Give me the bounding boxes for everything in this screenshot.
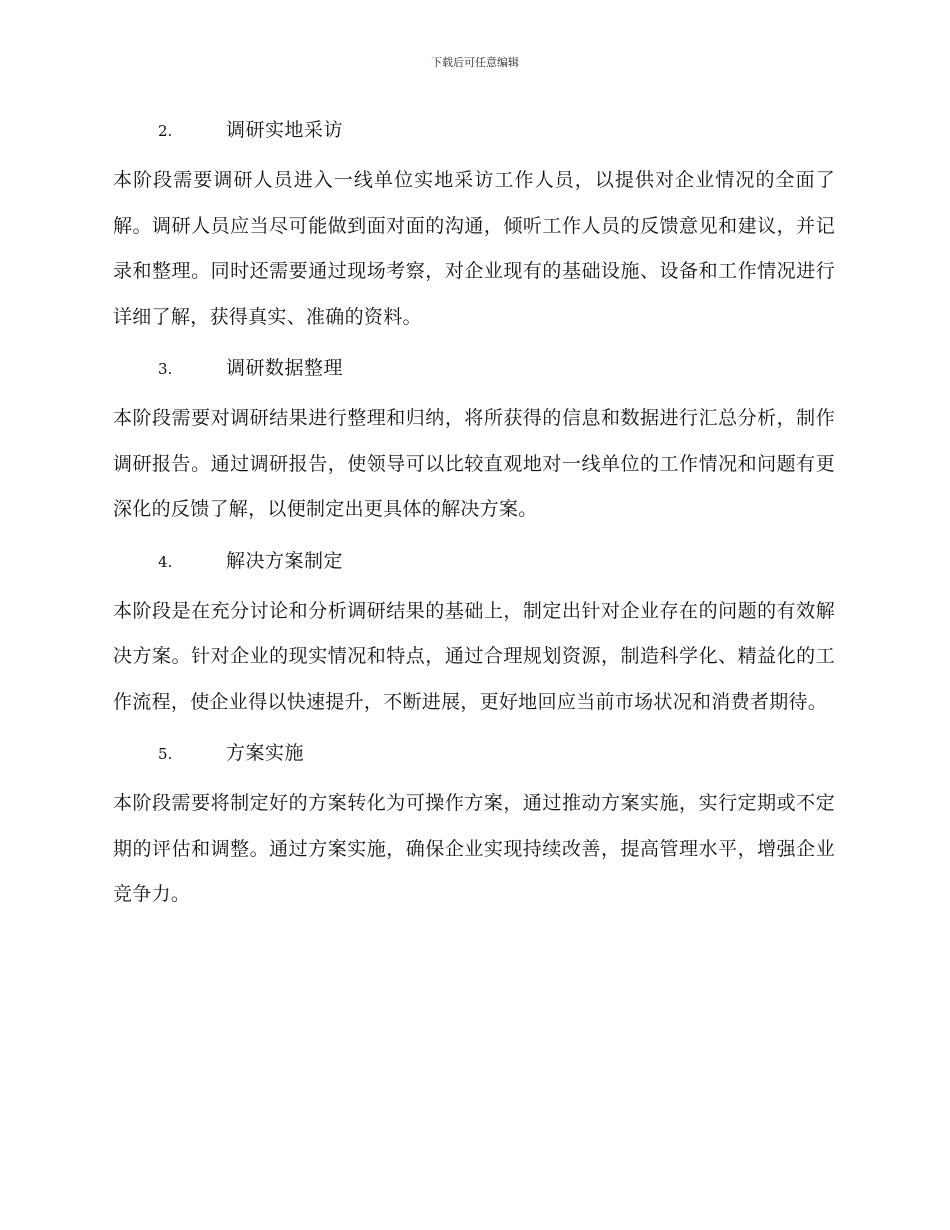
section-5 bbox=[113, 735, 835, 918]
section-paragraph: 本阶段需要调研人员进入一线单位实地采访工作人员，以提供对企业情况的全面了解。调研人员应当尽可能做到面对面的沟通，倾听工作人员的反馈意见和建议，并记录和整理。同时还需要通过现场考察，对企业现有的基础设施、设备和工作情况进行详细了解，获得真实、准确的资料。 bbox=[113, 169, 835, 328]
document-body bbox=[113, 112, 835, 918]
section-number: 3. bbox=[158, 360, 173, 378]
section-heading bbox=[113, 350, 835, 386]
section-title: 调研实地采访 bbox=[226, 119, 344, 141]
section-paragraph: 本阶段需要将制定好的方案转化为可操作方案，通过推动方案实施，实行定期或不定期的评估和调整。通过方案实施，确保企业实现持续改善，提高管理水平，增强企业竞争力。 bbox=[113, 792, 835, 905]
section-number: 2. bbox=[158, 122, 173, 140]
section-title: 调研数据整理 bbox=[226, 357, 344, 379]
section-heading bbox=[113, 112, 835, 148]
section-title: 方案实施 bbox=[226, 742, 305, 764]
section-4 bbox=[113, 543, 835, 726]
section-heading bbox=[113, 543, 835, 579]
section-number: 4. bbox=[158, 552, 173, 571]
section-3 bbox=[113, 350, 835, 533]
section-paragraph: 本阶段需要对调研结果进行整理和归纳，将所获得的信息和数据进行汇总分析，制作调研报告。通过调研报告，使领导可以比较直观地对一线单位的工作情况和问题有更深化的反馈了解，以便制定出更具体的解决方案。 bbox=[113, 407, 835, 520]
section-paragraph: 本阶段是在充分讨论和分析调研结果的基础上，制定出针对企业存在的问题的有效解决方案。针对企业的现实情况和特点，通过合理规划资源，制造科学化、精益化的工作流程，使企业得以快速提升，不断进展，更好地回应当前市场状况和消费者期待。 bbox=[113, 599, 835, 713]
section-title: 解决方案制定 bbox=[226, 549, 344, 572]
section-2 bbox=[113, 112, 835, 340]
header-note: 下载后可任意编辑 bbox=[431, 56, 519, 69]
section-heading bbox=[113, 735, 835, 771]
section-number: 5. bbox=[158, 745, 173, 763]
